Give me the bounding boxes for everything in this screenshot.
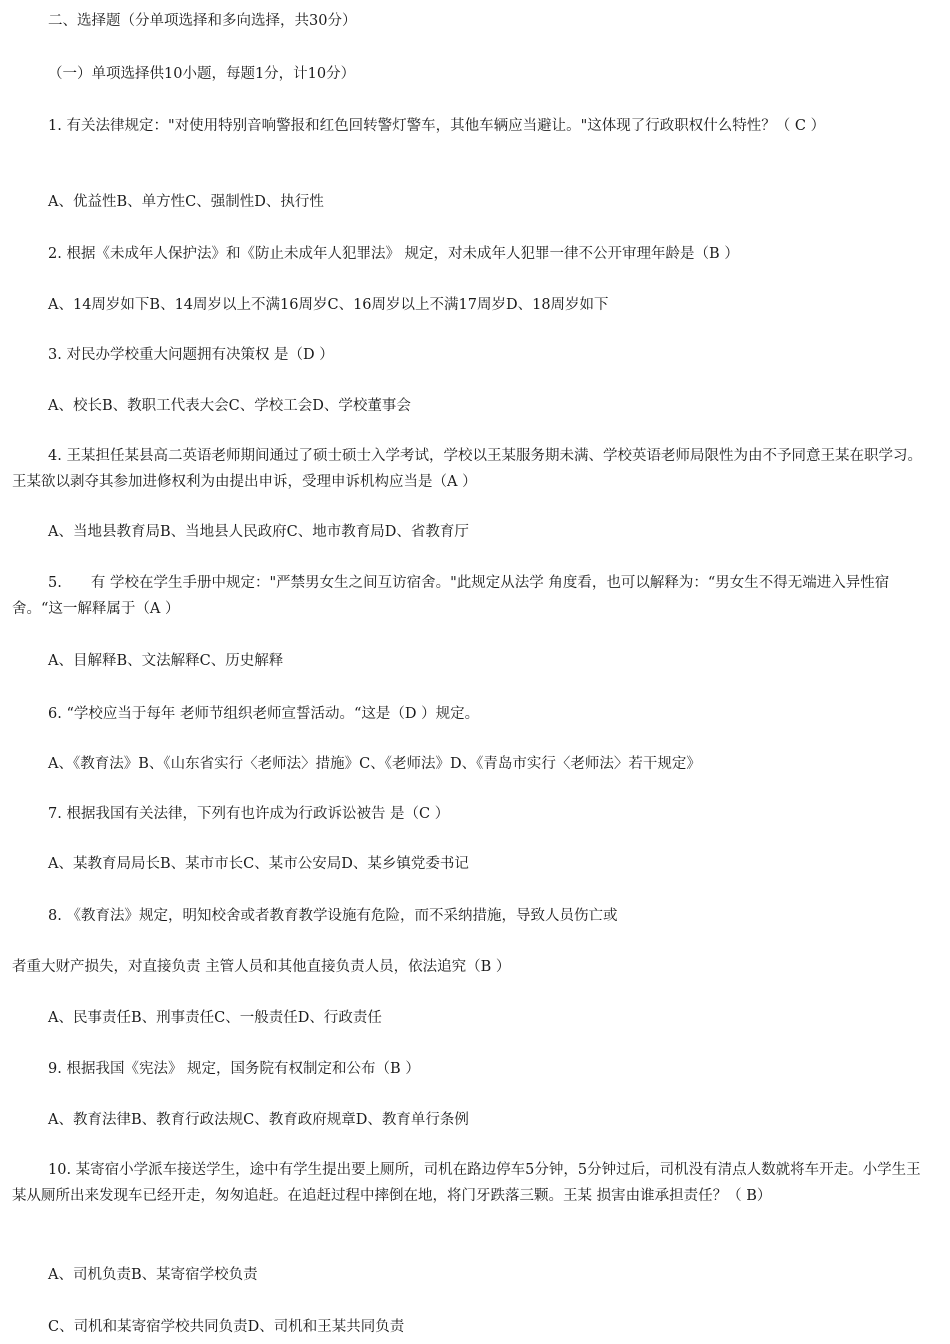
question-7-options: A、某教育局局长B、某市市长C、某市公安局D、某乡镇党委书记	[48, 856, 469, 872]
question-9-options: A、教育法律B、教育行政法规C、教育政府规章D、教育单行条例	[48, 1112, 469, 1128]
question-1: 1. 有关法律规定："对使用特别音响警报和红色回转警灯警车，其他车辆应当避让。"这体现了行政职权什么特性？（ C ）	[48, 118, 826, 134]
question-3-options: A、校长B、教职工代表大会C、学校工会D、学校董事会	[48, 398, 411, 414]
question-6: 6. “学校应当于每年 老师节组织老师宣誓活动。“这是（D ）规定。	[48, 706, 480, 722]
question-6-options: A、《教育法》B、《山东省实行〈老师法〉措施》C、《老师法》D、《青岛市实行〈老师法〉若干规定》	[48, 756, 701, 772]
question-9: 9. 根据我国《宪法》 规定，国务院有权制定和公布（B ）	[48, 1061, 420, 1077]
question-2-options: A、14周岁如下B、14周岁以上不满16周岁C、16周岁以上不满17周岁D、18周岁如下	[48, 297, 609, 313]
question-10: 10. 某寄宿小学派车接送学生，途中有学生提出要上厕所，司机在路边停车5分钟，5分钟过后，司机没有清点人数就将车开走。小学生王某从厕所出来发现车已经开走，匆匆追赶。在追赶过程中摔倒在地，将门牙跌落三颗。王某 损害由谁承担责任？（ B）	[12, 1162, 921, 1204]
section-title: 二、选择题（分单项选择和多向选择，共30分）	[48, 13, 357, 29]
question-4-options: A、当地县教育局B、当地县人民政府C、地市教育局D、省教育厅	[48, 524, 469, 540]
subsection-title: （一）单项选择供10小题，每题1分，计10分）	[48, 66, 356, 82]
question-1-options: A、优益性B、单方性C、强制性D、执行性	[48, 194, 324, 210]
question-10-options-continued: C、司机和某寄宿学校共同负责D、司机和王某共同负责	[48, 1319, 405, 1335]
question-8-continued: 者重大财产损失，对直接负责 主管人员和其他直接负责人员，依法追究（B ）	[12, 959, 511, 975]
question-2: 2. 根据《未成年人保护法》和《防止未成年人犯罪法》 规定，对未成年人犯罪一律不公开审理年龄是（B ）	[48, 246, 739, 262]
question-4: 4. 王某担任某县高二英语老师期间通过了硕士硕士入学考试，学校以王某服务期未满、学校英语老师局限性为由不予同意王某在职学习。王某欲以剥夺其参加进修权利为由提出申诉，受理申诉机构应当是（A ）	[12, 448, 922, 490]
question-7: 7. 根据我国有关法律，下列有也许成为行政诉讼被告 是（C ）	[48, 806, 450, 822]
question-8: 8. 《教育法》规定，明知校舍或者教育教学设施有危险，而不采纳措施，导致人员伤亡或	[48, 908, 618, 924]
question-8-options: A、民事责任B、刑事责任C、一般责任D、行政责任	[48, 1010, 382, 1026]
question-3: 3. 对民办学校重大问题拥有决策权 是（D ）	[48, 347, 334, 363]
question-10-options: A、司机负责B、某寄宿学校负责	[48, 1267, 258, 1283]
question-5-options: A、目解释B、文法解释C、历史解释	[48, 653, 284, 669]
question-5: 5. 有 学校在学生手册中规定："严禁男女生之间互访宿舍。"此规定从法学 角度看，也可以解释为：“男女生不得无端进入异性宿舍。“这一解释属于（A ）	[12, 575, 890, 617]
